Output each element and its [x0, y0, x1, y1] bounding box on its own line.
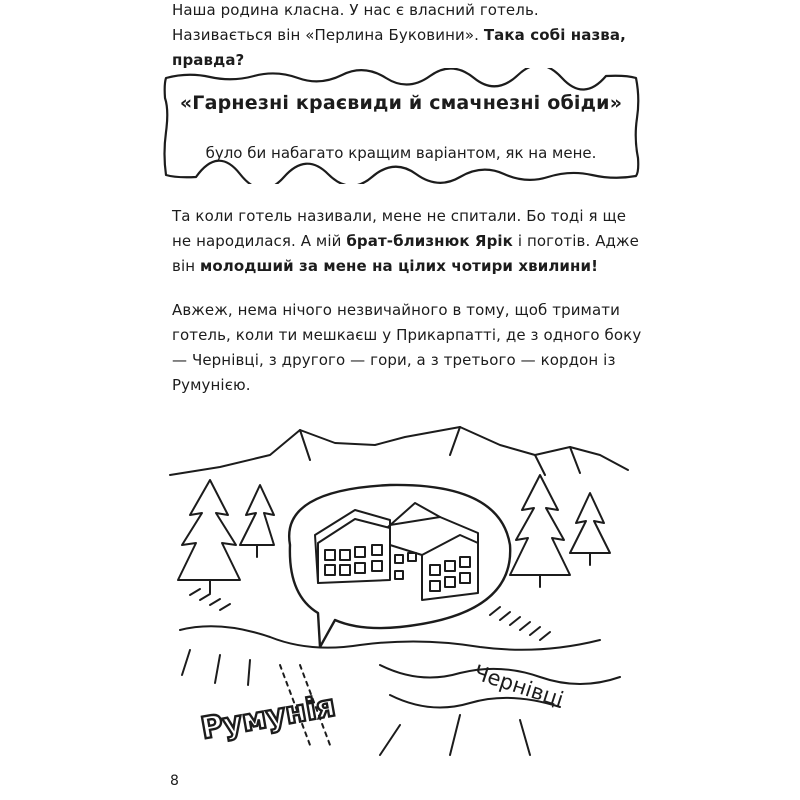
paragraph-twin-part1: Та коли готель називали, мене не спитали. Бо тоді я ще не народилася. А мій [172, 207, 627, 250]
paragraph-twin-bold1: брат-близнюк Ярік [346, 232, 513, 250]
paragraph-twin-part2: і поготів. Адже він [172, 232, 639, 275]
label-romania: Румунія [198, 688, 339, 747]
paragraph-location: Авжеж, нема нічого незвичайного в тому, щоб тримати готель, коли ти мешкаєш у Прикарпатті, де з одного боку — Чернівці, з другого — гори, а з третього — кордон із Румунією. [172, 301, 642, 394]
paragraph-twin-bold2: молодший за мене на цілих чотири хвилини! [200, 257, 599, 275]
paragraph-intro [172, 0, 642, 73]
quote-callout [158, 68, 644, 184]
wavy-frame [158, 68, 644, 184]
paragraph-intro-bold: Така собі назва, правда? [172, 26, 626, 69]
paragraph-intro-text: Наша родина класна. У нас є власний готель. Називається він «Перлина Буковини». [172, 1, 539, 44]
label-chernivtsi: Чернівці [470, 660, 567, 712]
page-number: 8 [170, 773, 179, 789]
paragraph-twin [172, 204, 642, 279]
quote-title: «Гарнезні краєвиди й смачнезні обіди» [179, 92, 623, 114]
illustration-drawing [160, 415, 640, 765]
quote-subtitle: було би набагато кращим варіантом, як на мене. [205, 144, 597, 162]
hotel-map-illustration [160, 415, 640, 765]
